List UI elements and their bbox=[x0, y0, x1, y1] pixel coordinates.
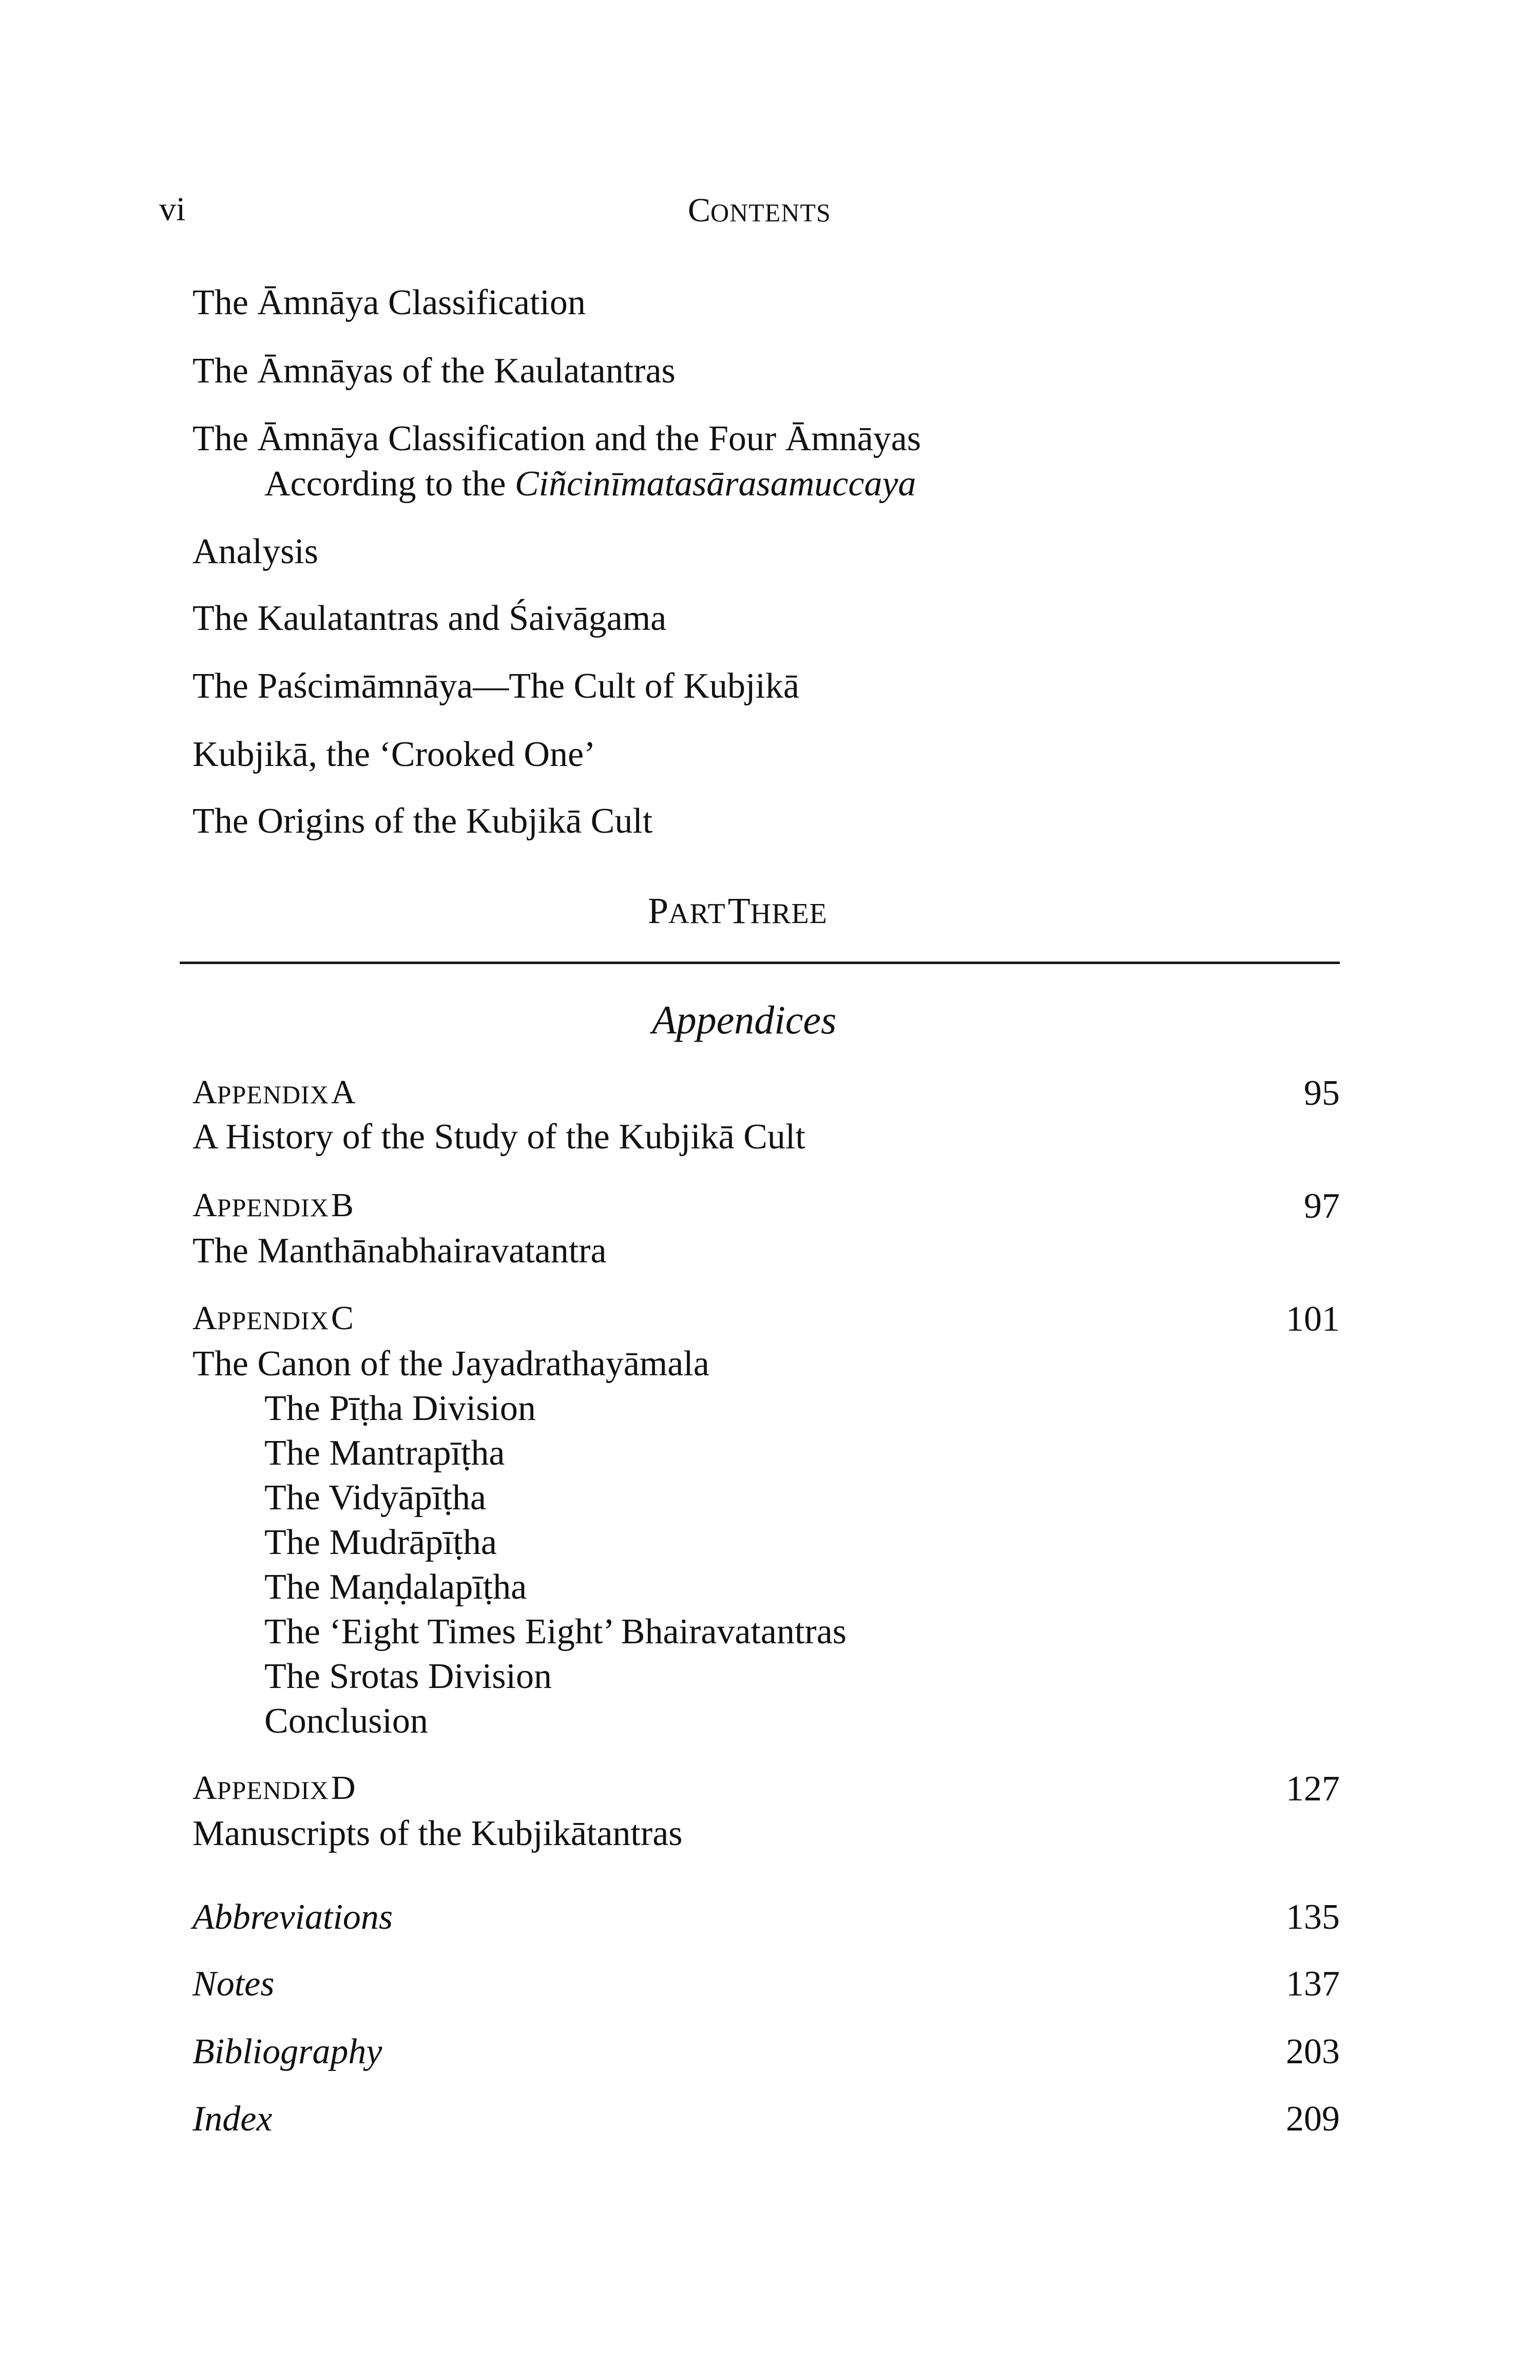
part-heading-rest: HREE bbox=[750, 898, 827, 930]
appendix-label bbox=[192, 1301, 354, 1335]
part-heading-rest: ART bbox=[668, 898, 726, 930]
continuation-italic-title: Ciñcinīmatasārasamuccaya bbox=[514, 464, 916, 504]
page-ref: 101 bbox=[1286, 1299, 1340, 1339]
page-number: vi bbox=[159, 190, 186, 228]
appendix-label-rest: PPENDIX bbox=[217, 1306, 329, 1335]
page-ref: 135 bbox=[1286, 1897, 1340, 1937]
toc-entry: Kubjikā, the ‘Crooked One’ bbox=[192, 735, 596, 774]
appendix-subentry: The Mantrapīṭha bbox=[264, 1433, 505, 1473]
back-matter-title: Notes bbox=[192, 1964, 275, 2004]
toc-entry: The Āmnāyas of the Kaulatantras bbox=[192, 351, 676, 391]
appendix-subentry: The Pīṭha Division bbox=[264, 1389, 536, 1428]
page-ref: 97 bbox=[1304, 1186, 1340, 1226]
toc-entry: The Āmnāya Classification bbox=[192, 283, 586, 322]
back-matter-title: Abbreviations bbox=[192, 1897, 393, 1937]
appendix-label-rest: PPENDIX bbox=[217, 1193, 329, 1222]
toc-entry-continuation bbox=[264, 466, 916, 502]
appendix-label-initial: A bbox=[192, 1186, 217, 1224]
toc-entry: The Kaulatantras and Śaivāgama bbox=[192, 599, 667, 638]
appendix-subentry: The Mudrāpīṭha bbox=[264, 1523, 497, 1562]
appendix-label bbox=[192, 1188, 354, 1222]
appendix-label-initial: A bbox=[192, 1299, 217, 1337]
page-ref: 127 bbox=[1286, 1769, 1340, 1809]
continuation-prefix: According to the bbox=[264, 464, 515, 504]
appendix-title: The Manthānabhairavatantra bbox=[192, 1231, 607, 1271]
running-header-initial: C bbox=[688, 191, 711, 229]
appendix-title: The Canon of the Jayadrathayāmala bbox=[192, 1344, 709, 1384]
part-subtitle: Appendices bbox=[652, 997, 837, 1042]
toc-entry: Analysis bbox=[192, 532, 318, 571]
toc-entry: The Origins of the Kubjikā Cult bbox=[192, 801, 653, 841]
appendix-label-initial: A bbox=[192, 1769, 217, 1807]
appendix-label-rest: PPENDIX bbox=[217, 1080, 329, 1109]
appendix-label-rest: PPENDIX bbox=[217, 1776, 329, 1805]
appendix-label bbox=[192, 1771, 355, 1805]
appendix-title: A History of the Study of the Kubjikā Cult bbox=[192, 1117, 805, 1157]
page-ref: 209 bbox=[1286, 2099, 1340, 2139]
toc-entry: The Āmnāya Classification and the Four Āmnāyas bbox=[192, 419, 921, 458]
page-ref: 137 bbox=[1286, 1964, 1340, 2004]
page-ref: 203 bbox=[1286, 2032, 1340, 2071]
appendix-letter: A bbox=[331, 1073, 356, 1111]
appendix-title: Manuscripts of the Kubjikātantras bbox=[192, 1814, 683, 1853]
running-header-title bbox=[688, 191, 831, 229]
part-heading-initial: P bbox=[648, 890, 669, 931]
appendix-subentry: The ‘Eight Times Eight’ Bhairavatantras bbox=[264, 1612, 847, 1652]
toc-entry: The Paścimāmnāya—The Cult of Kubjikā bbox=[192, 666, 799, 706]
appendix-letter: C bbox=[331, 1299, 354, 1337]
divider-rule bbox=[180, 962, 1340, 964]
appendix-label-initial: A bbox=[192, 1073, 217, 1111]
appendix-label bbox=[192, 1073, 356, 1111]
appendix-subentry: Conclusion bbox=[264, 1701, 428, 1741]
appendix-subentry: The Maṇḍalapīṭha bbox=[264, 1567, 527, 1607]
appendix-letter: B bbox=[331, 1186, 354, 1224]
running-header-rest: ONTENTS bbox=[710, 198, 831, 227]
back-matter-title: Index bbox=[192, 2099, 273, 2139]
back-matter-title: Bibliography bbox=[192, 2032, 382, 2071]
page-ref: 95 bbox=[1304, 1073, 1340, 1113]
appendix-subentry: The Srotas Division bbox=[264, 1657, 552, 1696]
part-heading bbox=[648, 892, 827, 929]
appendix-subentry: The Vidyāpīṭha bbox=[264, 1478, 486, 1518]
part-heading-initial: T bbox=[727, 890, 750, 931]
appendix-letter: D bbox=[331, 1769, 356, 1807]
